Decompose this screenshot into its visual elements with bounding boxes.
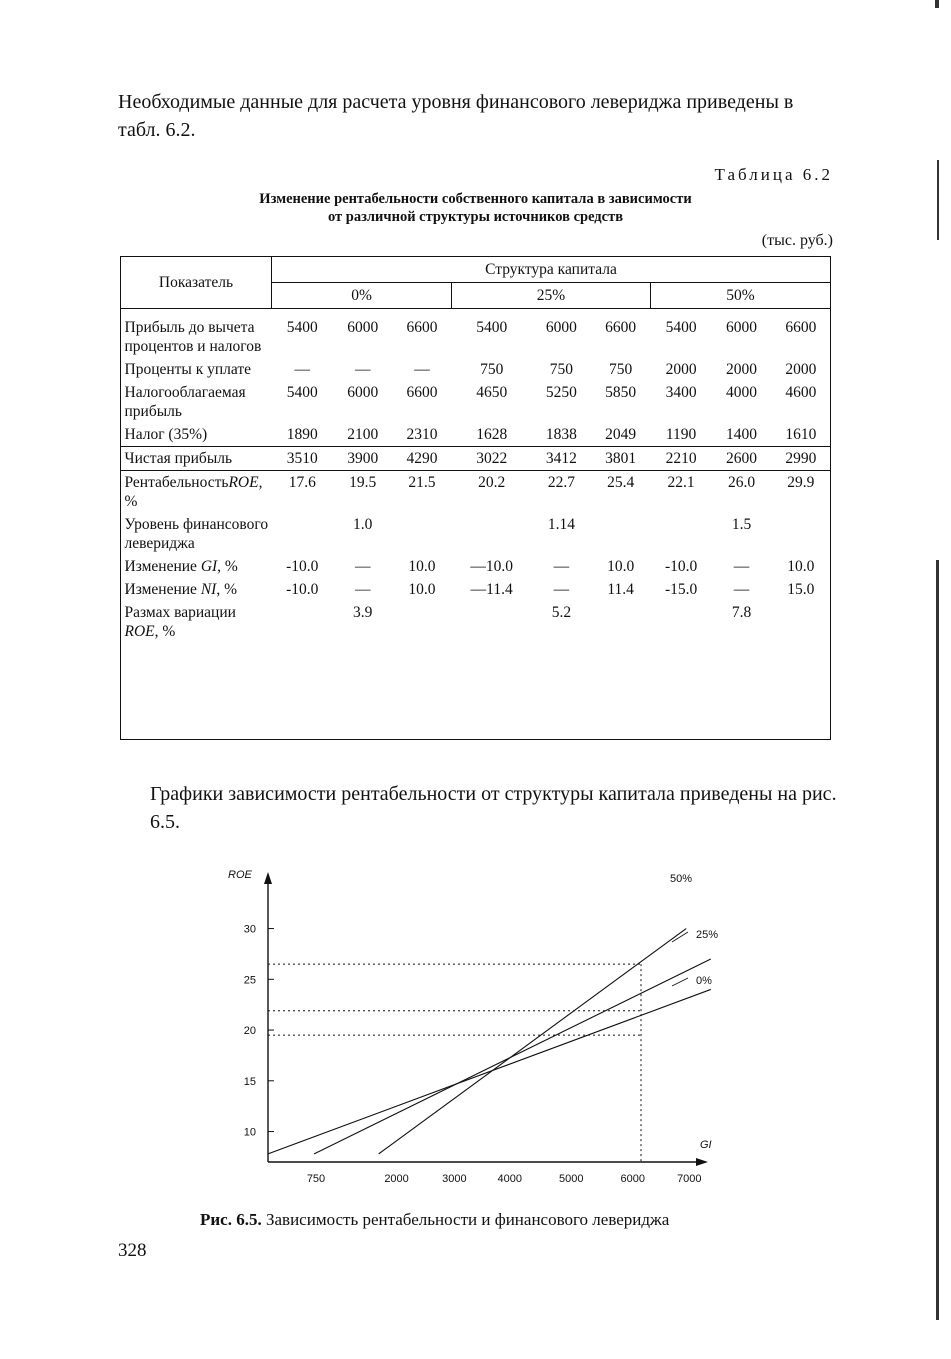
table-cell: 26.0 [712,471,771,514]
table-cell: 6600 [406,319,438,336]
intro-paragraph: Необходимые данные для расчета уровня финансового левериджа приведены в табл. 6.2. [118,91,794,141]
table-cell: 6600 [785,319,817,336]
table-number: Таблица 6.2 [714,165,833,184]
table-title-line-1: Изменение рентабельности собственного капитала в зависимости [259,191,692,207]
scan-edge-mark [935,0,939,8]
table-cell: 6000 [545,319,577,336]
table-row [121,309,831,359]
table-cell: 1190 [665,426,697,443]
table-row [121,578,831,601]
row-label [121,601,272,647]
table-cell: —10.0 [470,558,513,575]
header-group-0: 0% [272,283,452,309]
row-label-suffix: , % [124,474,263,510]
table-cell: —11.4 [470,581,513,598]
series-line-25pct [314,959,711,1154]
y-tick-label: 20 [243,1025,256,1038]
table-cell: 1.14 [547,516,575,533]
row-label-main: Изменение [124,581,201,598]
table-cell: 3400 [665,384,697,401]
x-tick-label: 750 [306,1173,326,1185]
table-cell [452,601,532,647]
table-cell: 5400 [286,319,318,336]
table-cell: 4290 [392,447,451,471]
row-label-suffix: , % [216,581,237,598]
table-cell: 3022 [452,447,532,471]
y-tick-label: 15 [243,1075,256,1088]
table-cell: 2000 [665,361,697,378]
table-cell: — [553,558,570,575]
caption-number: Рис. 6.5. [200,1210,262,1229]
table-units: (тыс. руб.) [761,232,833,249]
table-cell: 5250 [545,384,577,401]
table-cell: 6000 [726,319,758,336]
table-cell: 1838 [545,426,577,443]
table-row [121,381,831,423]
table-cell: 2210 [650,447,712,471]
table-cell: -10.0 [286,558,319,575]
table-row [121,447,831,471]
table-cell: 1610 [785,426,817,443]
series-label: 25% [696,929,719,941]
x-tick-label: 5000 [558,1173,584,1185]
table-cell [650,513,712,555]
table-cell: 11.4 [607,581,634,598]
y-tick-label: 10 [243,1126,256,1139]
table-cell: 1.0 [353,516,373,533]
row-label [121,555,272,578]
table-row [121,423,831,447]
table-row [121,555,831,578]
table-cell [272,601,334,647]
page-number: 328 [118,1240,147,1261]
x-tick-label: 2000 [384,1173,409,1185]
table-cell: 19.5 [333,471,392,514]
table-cell [452,513,532,555]
table-cell: 3900 [333,447,392,471]
table-cell: 3510 [272,447,334,471]
series-line-50pct [379,929,687,1154]
table-cell: 10.0 [408,581,436,598]
table-cell: 1628 [476,426,508,443]
table-cell: 750 [549,361,574,378]
y-tick-label: 30 [243,923,256,936]
table-cell: 10.0 [607,558,635,575]
table-cell: 2310 [406,426,438,443]
table-row [121,513,831,555]
table-cell [392,601,451,647]
row-label [121,471,272,514]
x-axis-arrow [696,1158,708,1166]
table-cell: 20.2 [452,471,532,514]
series-line-0pct [268,989,711,1153]
table-body [121,309,831,648]
x-tick-label: 6000 [620,1173,645,1185]
table-cell: 7.8 [731,604,752,621]
header-group-50: 50% [650,283,830,309]
roe-chart [210,860,750,1190]
table-cell: -10.0 [286,581,319,598]
header-indicator: Показатель [121,257,272,309]
row-label: Прибыль до вычета процентов и налогов [124,319,262,355]
table-cell: 4600 [785,384,817,401]
row-label: Чистая прибыль [121,447,272,471]
table-cell: 1890 [286,426,318,443]
y-tick-label: 25 [243,974,256,987]
x-tick-label: 4000 [497,1173,522,1185]
table-title-line-2: от различной структуры источников средств [327,209,624,225]
table-cell: 5400 [665,319,697,336]
table-cell: 4650 [476,384,508,401]
table-cell: 6000 [347,384,379,401]
table-cell [771,513,830,555]
table-cell: 3.9 [353,604,373,621]
table-cell: 750 [609,361,633,378]
table-cell: 6600 [605,319,637,336]
series-label: 0% [696,975,712,987]
row-label-suffix: , % [154,623,176,640]
table-cell: 6600 [406,384,438,401]
table-cell [591,601,650,647]
table-cell: 4000 [726,384,758,401]
y-axis-label: ROE [228,869,252,881]
table-cell: 1400 [726,426,758,443]
table-cell [771,601,830,647]
row-label-italic: GI [200,558,218,575]
table-row [121,471,831,514]
table-cell: 21.5 [392,471,451,514]
row-label-italic: ROE [228,474,259,491]
series-label: 50% [670,873,693,885]
table-cell: 2049 [605,426,637,443]
row-label: Уровень финансового левериджа [124,516,269,552]
table-cell: 2990 [771,447,830,471]
table-cell: — [354,361,371,378]
table-cell: 22.7 [532,471,591,514]
table-cell: 10.0 [787,558,815,575]
x-tick-label: 7000 [677,1173,702,1185]
table-cell: 2000 [726,361,758,378]
table-cell: 5850 [605,384,637,401]
table-cell: 1.5 [731,516,752,533]
table-row [121,358,831,381]
table-cell: 2000 [785,361,817,378]
table-cell [591,513,650,555]
table-cell: 750 [480,361,504,378]
caption-text: Зависимость рентабельности и финансового левериджа [261,1210,670,1229]
x-tick-label: 3000 [442,1173,467,1185]
table-cell: 22.1 [650,471,712,514]
table-cell: — [354,558,371,575]
scan-edge-mark [937,160,939,240]
row-label-main: Размах вариации [124,604,236,621]
row-label-main: Изменение [124,558,201,575]
series-label-pointer [672,978,688,986]
row-label-italic: NI [200,581,217,598]
y-axis-arrow [264,872,272,884]
figure-caption [200,1210,669,1230]
table-cell: — [733,558,750,575]
table-cell: 6000 [347,319,379,336]
table-cell: 25.4 [591,471,650,514]
header-group-25: 25% [452,283,651,309]
row-label-italic: ROE [124,623,155,640]
row-label [121,578,272,601]
table-cell: 10.0 [408,558,436,575]
table-cell: -15.0 [664,581,698,598]
table-cell: 5.2 [551,604,572,621]
table-cell: 3412 [532,447,591,471]
row-label: Налогооблагаемая прибыль [124,384,246,420]
table-cell: 15.0 [787,581,815,598]
x-axis-label: GI [700,1139,712,1151]
table-cell: -10.0 [664,558,698,575]
table-cell: 5400 [286,384,318,401]
table-cell: — [553,581,570,598]
capital-structure-table [120,256,831,647]
table-title [118,190,833,226]
table-cell: — [354,581,371,598]
table-cell [272,513,334,555]
table-cell: 2100 [347,426,379,443]
table-cell: 17.6 [272,471,334,514]
table-cell [392,513,451,555]
table-cell [650,601,712,647]
row-label: Налог (35%) [124,426,208,443]
table-cell: — [294,361,311,378]
table-cell: — [733,581,750,598]
table-cell: 3801 [591,447,650,471]
header-structure: Структура капитала [272,257,831,283]
row-label: Проценты к уплате [124,361,252,378]
table-cell: 2600 [712,447,771,471]
table-cell: 5400 [476,319,508,336]
table-cell: 29.9 [771,471,830,514]
table-cell: — [414,361,430,378]
row-label-suffix: , % [217,558,238,575]
table-row [121,601,831,647]
graphs-paragraph: Графики зависимости рентабельности от структуры капитала приведены на рис. 6.5. [150,783,837,833]
scan-edge-mark [936,560,939,1320]
row-label-main: Рентабельность [124,474,229,491]
